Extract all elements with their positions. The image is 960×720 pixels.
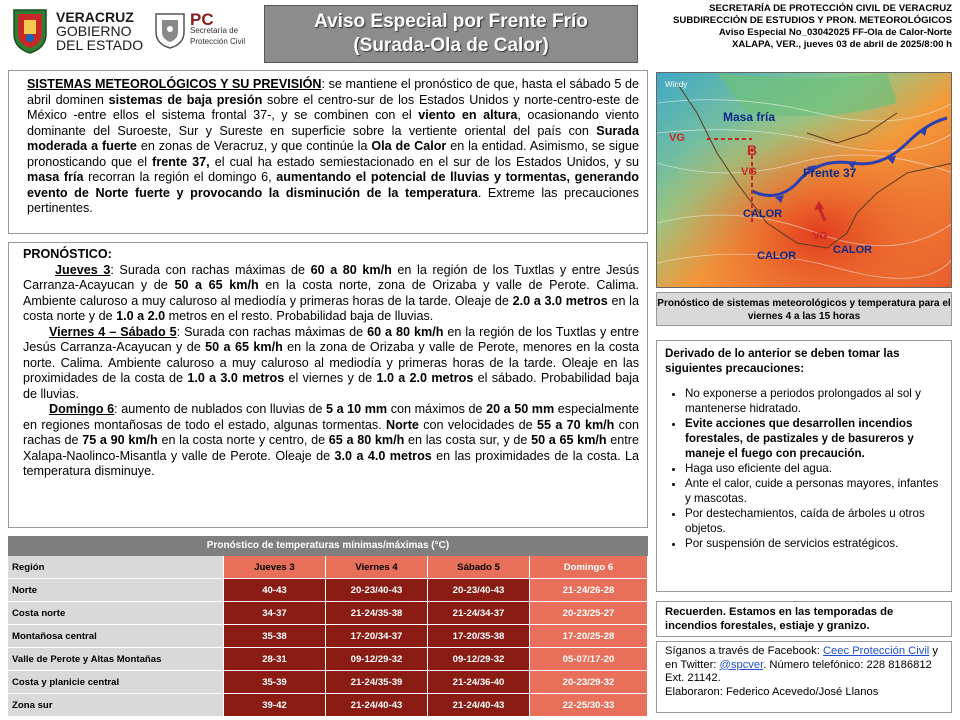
sistemas-heading: SISTEMAS METEOROLÓGICOS Y SU PREVISIÓN xyxy=(27,77,322,91)
temp-cell: 20-23/40-43 xyxy=(326,579,428,602)
pro-text: en la costa norte, zona de Orizaba y valle de Perote. Calima. Ambiente caluroso a muy caluroso al mediodía y primeras horas de la tarde. Oleaje de xyxy=(23,278,640,308)
notice-datetime: XALAPA, VER., jueves 03 de abril de 2025/8:00 h xyxy=(731,39,952,50)
label-low-pressure: B xyxy=(747,142,758,158)
sis-text: recorran la región el domingo 6, xyxy=(83,170,277,184)
temp-cell: 21-24/40-43 xyxy=(326,694,428,717)
sis-bold: masa fría xyxy=(27,170,84,184)
issuer-org: SECRETARÍA DE PROTECCIÓN CIVIL DE VERACRUZ xyxy=(709,3,952,14)
gov-line1: VERACRUZ xyxy=(56,9,134,25)
pro-bold: 65 a 80 km/h xyxy=(328,433,405,447)
contact-text: y en Twitter: xyxy=(665,645,938,671)
authors: Elaboraron: Federico Acevedo/José Llanos xyxy=(665,685,879,698)
pronostico-viernes-sabado xyxy=(23,325,639,403)
pro-bold: 1.0 a 3.0 metros xyxy=(187,371,285,385)
temp-cell: 21-24/34-37 xyxy=(428,602,530,625)
region-cell: Costa y planicie central xyxy=(8,671,224,694)
twitter-link[interactable]: @spcver xyxy=(719,658,764,671)
table-header-row xyxy=(8,556,648,579)
sis-bold: sistemas de baja presión xyxy=(108,92,263,107)
label-calor-3: CALOR xyxy=(757,250,797,262)
temp-cell: 17-20/25-28 xyxy=(530,625,648,648)
pronostico-domingo xyxy=(23,402,639,480)
sis-text: en zonas de Veracruz, y que continúe la xyxy=(136,139,372,153)
table-row xyxy=(8,671,648,694)
precaution-item: • Por suspensión de servicios estratégicos. xyxy=(685,536,943,551)
sis-bold: Ola de Calor xyxy=(371,139,447,153)
day-label: Domingo 6 xyxy=(49,402,115,416)
pro-text: con máximos de xyxy=(387,402,487,416)
column-header: Viernes 4 xyxy=(326,556,428,579)
pro-bold: 3.0 a 4.0 metros xyxy=(334,448,432,463)
precaution-item: • Evite acciones que desarrollen incendios forestales, de pastizales y de basureros y maneje el fuego con precaución. xyxy=(685,416,943,461)
temp-cell: 21-24/35-39 xyxy=(326,671,428,694)
pc-small1: Secretaría de xyxy=(190,26,239,35)
precaution-item: • Ante el calor, cuide a personas mayores, infantes y mascotas. xyxy=(685,476,943,506)
region-cell: Montañosa central xyxy=(8,625,224,648)
title-line2: (Surada-Ola de Calor) xyxy=(353,35,549,56)
temperature-grid xyxy=(8,556,648,717)
pro-text: en las proximidades de la costa. La temperatura disminuye. xyxy=(23,448,639,478)
table-row xyxy=(8,648,648,671)
pro-text: metros en el resto. Probabilidad baja de lluvias. xyxy=(165,309,434,323)
pro-bold: 1.0 a 2.0 metros xyxy=(376,371,474,385)
temp-cell: 21-24/35-38 xyxy=(326,602,428,625)
pro-text: el sábado. Probabilidad baja de lluvias. xyxy=(23,371,639,401)
pro-bold: 75 a 90 km/h xyxy=(82,433,158,447)
pro-bold: 20 a 50 mm xyxy=(486,402,555,416)
label-vg-3: VG xyxy=(813,231,828,242)
sis-bold: frente 37, xyxy=(152,154,210,169)
season-reminder: Recuerden. Estamos en las temporadas de incendios forestales, estiaje y granizo. xyxy=(656,601,952,637)
pro-text: en la región de los Tuxtlas y entre Jesús Carranza-Acayucan y de xyxy=(23,324,639,354)
gov-line3: DEL ESTADO xyxy=(56,37,144,53)
pro-text: con rachas de xyxy=(23,417,639,447)
sis-text: , ocasionando viento dominante del Suroeste, Sur y Sureste en superficie sobre la vertiente oriental del país con xyxy=(27,108,639,138)
pro-bold: Norte xyxy=(386,417,419,432)
pro-text: en las costa sur, y de xyxy=(404,433,532,447)
pro-bold: 50 a 65 km/h xyxy=(205,340,283,354)
pc-small2: Protección Civil xyxy=(190,37,246,46)
proteccion-civil-wordmark xyxy=(190,10,246,47)
temp-cell: 17-20/35-38 xyxy=(428,625,530,648)
pro-text: el viernes y de xyxy=(284,371,377,385)
precaution-item: • No exponerse a periodos prolongados al sol y mantenerse hidratado. xyxy=(685,386,943,416)
pro-text: en la región de los Tuxtlas y entre Jesús Carranza-Acayucan y de xyxy=(23,262,639,292)
column-header: Región xyxy=(8,556,224,579)
pro-bold: 50 a 65 km/h xyxy=(531,433,607,447)
page-title xyxy=(264,5,638,63)
column-header: Sábado 5 xyxy=(428,556,530,579)
pc-letters: PC xyxy=(190,10,214,29)
temp-cell: 20-23/25-27 xyxy=(530,602,648,625)
pro-text: en la costa norte y centro, de xyxy=(157,433,329,447)
pronostico-section xyxy=(8,242,648,528)
pronostico-heading: PRONÓSTICO: xyxy=(23,247,112,261)
temp-cell: 35-38 xyxy=(224,625,326,648)
pro-bold: 60 a 80 km/h xyxy=(367,324,444,339)
temp-cell: 21-24/36-40 xyxy=(428,671,530,694)
map-caption: Pronóstico de sistemas meteorológicos y temperatura para el viernes 4 a las 15 horas xyxy=(656,292,952,326)
temp-cell: 20-23/40-43 xyxy=(428,579,530,602)
temp-cell: 35-39 xyxy=(224,671,326,694)
sis-text: el cual ha estado semiestacionado en el sur de los Estados Unidos, y su xyxy=(209,154,639,169)
label-calor-2: CALOR xyxy=(833,244,873,256)
region-cell: Costa norte xyxy=(8,602,224,625)
temperature-table xyxy=(8,536,648,717)
temp-cell: 05-07/17-20 xyxy=(530,648,648,671)
temp-cell: 21-24/40-43 xyxy=(428,694,530,717)
pro-text: en la costa norte y de xyxy=(23,293,639,323)
pro-bold: 60 a 80 km/h xyxy=(310,262,392,277)
sis-text: sobre el centro-sur de los Estados Unidos y norte-centro-este de México -entre ellos el sistema frontal 37-, y se combinen con el xyxy=(27,92,639,122)
label-frente: Frente 37 xyxy=(803,166,857,180)
sis-bold: Surada moderada a fuerte xyxy=(27,123,639,153)
temp-cell: 21-24/26-28 xyxy=(530,579,648,602)
windy-brand: Windy xyxy=(665,80,688,89)
contact-section xyxy=(656,641,952,713)
pro-text: con velocidades de xyxy=(418,417,537,432)
region-cell: Norte xyxy=(8,579,224,602)
temp-cell: 28-31 xyxy=(224,648,326,671)
precautions-intro: Derivado de lo anterior se deben tomar las siguientes precauciones: xyxy=(665,347,900,375)
pro-bold: 55 a 70 km/h xyxy=(537,417,615,432)
facebook-link[interactable]: Ceec Protección Civil xyxy=(822,645,930,657)
pro-text: entre Xalapa-Naolinco-Misantla y valle de Perote. Oleaje de xyxy=(23,433,640,463)
proteccion-civil-emblem xyxy=(152,10,188,50)
sis-bold: viento en altura xyxy=(418,108,518,122)
region-cell: Valle de Perote y Altas Montañas xyxy=(8,648,224,671)
column-header: Domingo 6 xyxy=(530,556,648,579)
contact-phone: . Número telefónico: 228 8186812 Ext. 21142. xyxy=(665,658,932,684)
table-title: Pronóstico de temperaturas mínimas/máximas (°C) xyxy=(8,536,648,556)
temp-cell: 39-42 xyxy=(224,694,326,717)
table-row xyxy=(8,694,648,717)
sistemas-section xyxy=(8,70,648,234)
label-vg-2: VG xyxy=(741,166,757,178)
day-label: Viernes 4 – Sábado 5 xyxy=(49,324,177,339)
issuer-block xyxy=(640,3,952,51)
pro-bold: 2.0 a 3.0 metros xyxy=(512,293,608,308)
issuer-dept: SUBDIRECCIÓN DE ESTUDIOS Y PRON. METEOROLÓGICOS xyxy=(673,15,952,26)
sis-text: . Extreme las precauciones pertinentes. xyxy=(27,185,639,215)
gov-line2: GOBIERNO xyxy=(56,23,132,39)
pro-bold: 50 a 65 km/h xyxy=(174,278,259,292)
table-row xyxy=(8,625,648,648)
temp-cell: 34-37 xyxy=(224,602,326,625)
temp-cell: 17-20/34-37 xyxy=(326,625,428,648)
pro-text: especialmente en regiones montañosas de todo el estado, algunas tormentas. xyxy=(23,402,639,432)
pro-bold: 1.0 a 2.0 xyxy=(116,309,166,323)
temp-cell: 40-43 xyxy=(224,579,326,602)
column-header: Jueves 3 xyxy=(224,556,326,579)
precaution-item: • Haga uso eficiente del agua. xyxy=(685,461,943,476)
day-label: Jueves 3 xyxy=(55,262,111,277)
temp-cell: 09-12/29-32 xyxy=(326,648,428,671)
temp-cell: 20-23/29-32 xyxy=(530,671,648,694)
notice-number: Aviso Especial No_03042025 FF-Ola de Calor-Norte xyxy=(718,27,952,38)
pronostico-jueves xyxy=(23,263,639,325)
label-masa-fria: Masa fría xyxy=(723,110,776,124)
pro-text: en la zona de Orizaba y valle de Perote, menores en la costa norte. Calima. Ambiente caluroso a muy caluroso al mediodía y primeras horas de la tarde. Oleaje en las proximidades de la costa de xyxy=(23,340,639,385)
label-vg-1: VG xyxy=(669,132,685,144)
precautions-section xyxy=(656,340,952,592)
pro-text: : Surada con rachas máximas de xyxy=(110,262,311,277)
pro-text: : aumento de nublados con lluvias de xyxy=(114,402,327,416)
gobierno-veracruz-wordmark xyxy=(56,10,143,52)
region-cell: Zona sur xyxy=(8,694,224,717)
precautions-list xyxy=(665,386,943,551)
sis-text: en la entidad. Asimismo, se sigue pronosticando que el xyxy=(27,139,639,169)
pro-bold: 5 a 10 mm xyxy=(326,402,388,416)
veracruz-shield-logo xyxy=(10,8,50,54)
temp-cell: 09-12/29-32 xyxy=(428,648,530,671)
table-row xyxy=(8,602,648,625)
label-calor-1: CALOR xyxy=(743,208,783,220)
sis-bold: aumentando el potencial de lluvias y tormentas, generando evento de Norte fuerte y provocando la disminución de la temperatura xyxy=(27,170,640,200)
pro-text: : Surada con rachas máximas de xyxy=(176,324,368,339)
table-row xyxy=(8,579,648,602)
forecast-map-graphic xyxy=(657,73,952,288)
sis-text: : se mantiene el pronóstico de que, hasta el sábado 5 de abril dominen xyxy=(27,77,639,107)
forecast-map xyxy=(656,72,952,288)
title-line1: Aviso Especial por Frente Frío xyxy=(314,11,588,32)
precaution-item: • Por destechamientos, caída de árboles u otros objetos. xyxy=(685,506,943,536)
temp-cell: 22-25/30-33 xyxy=(530,694,648,717)
contact-text: Síganos a través de Facebook: xyxy=(665,645,823,657)
